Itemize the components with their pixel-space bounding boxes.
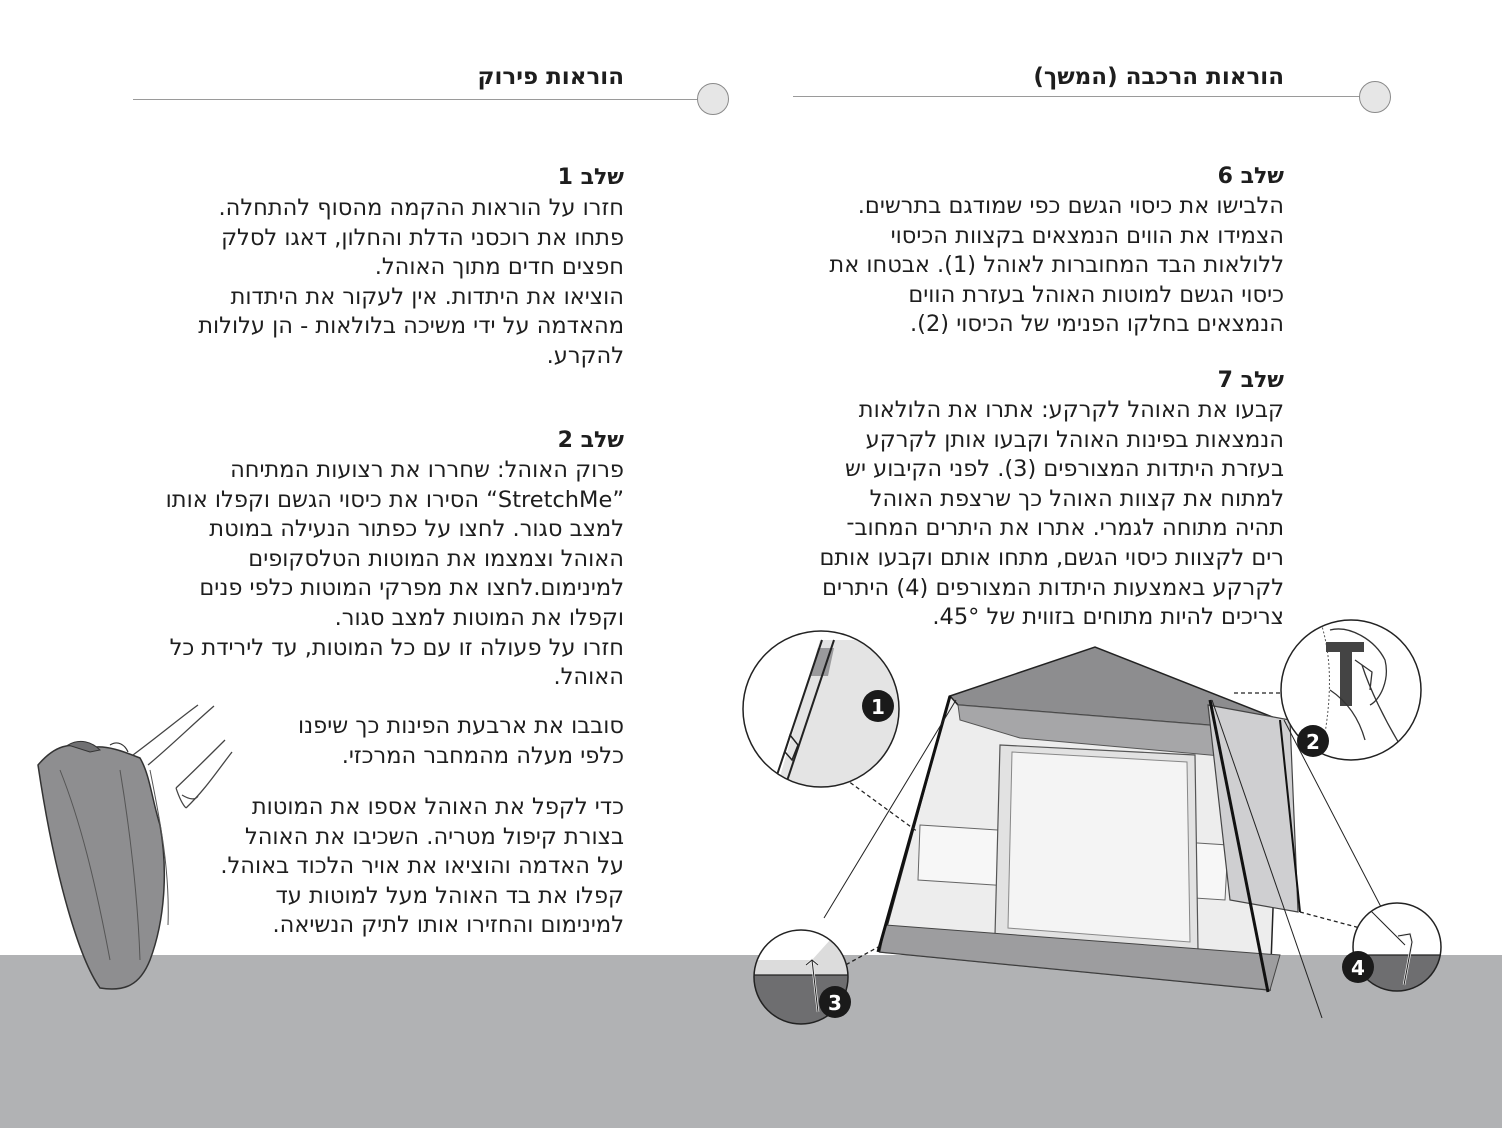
text-line: האוהל וצמצמו את המוטות הטלסקופים [248,545,624,572]
text-line: תהיה מתוחה לגמרי. אתרו את היתרים המחוב־ [846,515,1284,542]
text-line: הוציאו את היתדות. אין לעקור את היתדות [230,283,624,310]
text-line: פרוק האוהל: שחררו את רצועות המתיחה [230,457,624,483]
callout-badge-4 [1342,951,1374,983]
text-line: להקרע. [546,342,624,369]
text-line: פתחו את רוכסני הדלת והחלון, דאגו לסלק [221,224,624,251]
text-line: הלבישו את כיסוי הגשם כפי שמודגם בתרשים. [857,193,1284,219]
text-line: למינימום והחזירו אותו לתיק הנשיאה. [272,912,624,939]
text-line: קפלו את בד האוהל מעל למוטות עד [275,882,624,909]
text-line: בעזרת היתדות המצורפים (3). לפני הקיבוע יש [845,456,1284,483]
callout-badge-2 [1297,725,1329,757]
detail-circle-4 [1350,903,1445,1000]
text-line: הצמידו את הווים הנמצאים בקצוות הכיסוי [890,222,1284,249]
folded-tent-illustration [38,705,232,989]
text-line: ”StretchMe“ הסירו את כיסוי הגשם וקפלו אותו [165,486,624,513]
assembly-step6-heading: שלב 6 [1217,164,1284,189]
text-line: מהאדמה על ידי משיכה בלולאות - הן עלולות [198,313,624,340]
text-line: סובבו את ארבעת הפינות כך שיפנו [298,713,624,739]
text-line: האוהל. [553,664,624,691]
text-line: רים לקצוות כיסוי הגשם, מתחו אותם וקבעו אותם [819,544,1284,571]
disassembly-title: הוראות פירוק [477,64,624,90]
text-line: למצב סגור. לחצו על כפתור הנעילה במוטת [209,516,624,543]
callout-number: 4 [1351,956,1365,980]
text-line: כלפי מעלה מהמחבר המרכזי. [341,742,624,769]
text-line: למינימום.לחצו את מפרקי המוטות כלפי פנים [199,575,624,602]
text-line: בצורת קיפול מטריה. השכיבו את האוהל [244,823,624,850]
callout-badge-3 [819,986,851,1018]
text-line: צריכים להיות מתוחים בזווית של 45°. [932,604,1284,631]
callout-number: 3 [828,991,842,1015]
assembly-step7-heading: שלב 7 [1217,368,1284,393]
disassembly-step1-heading: שלב 1 [557,165,624,190]
text-line: הנמצאות בפינות האוהל וקבעו אותן לקרקע [865,426,1284,453]
assembly-title: הוראות הרכבה (המשך) [1033,64,1284,90]
text-line: על האדמה והוציאו את אויר הלכוד באוהל. [220,853,624,880]
text-line: חפצים חדים מתוך האוהל. [374,254,624,281]
callout-badge-1 [862,690,894,722]
text-line: כיסוי הגשם למוטות האוהל בעזרת הווים [908,281,1284,308]
text-line: לקרקע באמצעות היתדות המצורפים (4) היתרים [822,574,1284,601]
text-line: כדי לקפל את האוהל אספו את המוטות [251,794,624,820]
text-line: למתוח את קצוות האוהל כך שרצפת האוהל [869,485,1284,512]
callout-number: 1 [871,695,885,719]
text-line: ללולאות הבד המחוברות לאוהל (1). אבטחו את [829,252,1284,279]
disassembly-step2-heading: שלב 2 [557,428,624,453]
text-line: חזרו על פעולה זו עם כל המוטות, עד לירידת כל [169,634,624,661]
text-line: וקפלו את המוטות למצב סגור. [334,604,624,631]
text-line: קבעו את האוהל לקרקע: אתרו את הלולאות [858,397,1284,423]
text-line: הנמצאים בחלקו הפנימי של הכיסוי (2). [910,311,1284,338]
callout-number: 2 [1306,730,1320,754]
text-line: חזרו על הוראות ההקמה מהסוף להתחלה. [218,195,624,221]
